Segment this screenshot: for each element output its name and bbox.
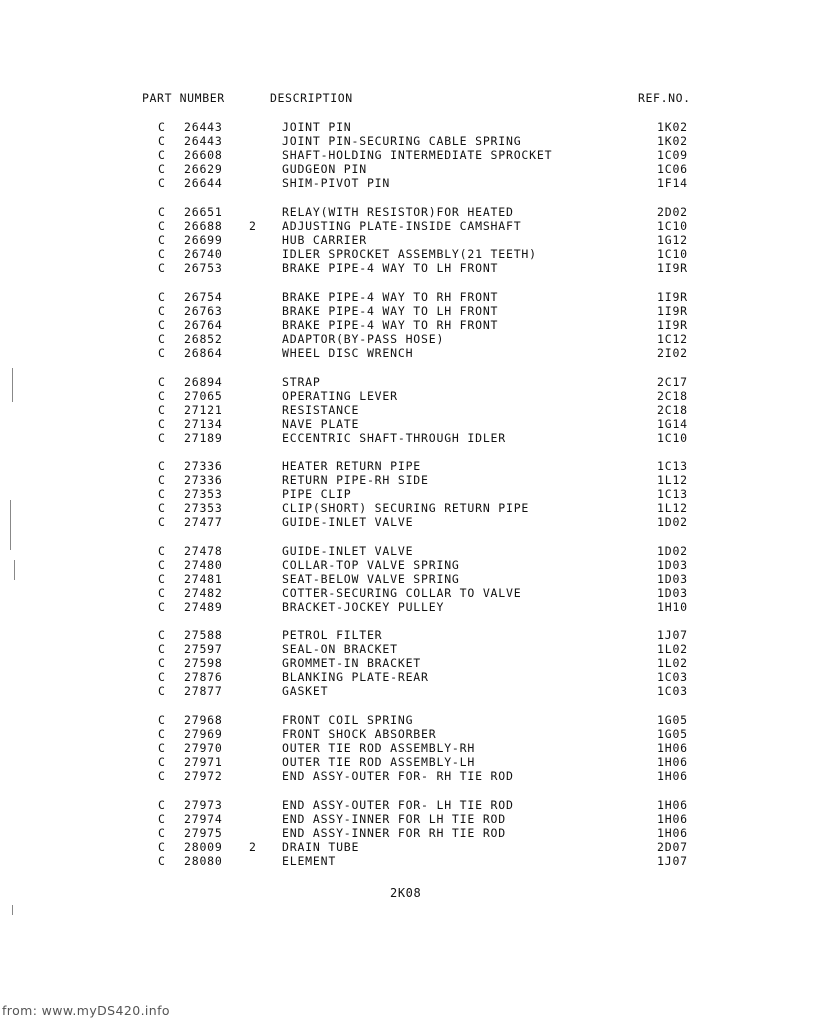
class-code: C: [158, 459, 166, 473]
class-code: C: [158, 741, 166, 756]
description: SHIM-PIVOT PIN: [282, 176, 391, 191]
table-row: [0, 332, 816, 346]
part-number: 28009: [184, 840, 223, 855]
description: CLIP(SHORT) SECURING RETURN PIPE: [282, 501, 530, 516]
ref-no: 1H06: [657, 769, 688, 784]
table-row: [0, 162, 816, 176]
description: BRAKE PIPE-4 WAY TO RH FRONT: [282, 318, 499, 333]
table-row: [0, 656, 816, 670]
description: FRONT COIL SPRING: [282, 713, 414, 727]
table-row: [0, 544, 816, 558]
description: END ASSY-INNER FOR LH TIE ROD: [282, 812, 506, 827]
table-row: [0, 727, 816, 741]
part-number: 27975: [184, 826, 223, 841]
description: HEATER RETURN PIPE: [282, 459, 422, 473]
ref-no: 1C10: [657, 219, 688, 234]
part-number: 28080: [184, 854, 223, 869]
part-number: 27065: [184, 389, 223, 404]
ref-no: 1I9R: [657, 261, 688, 276]
description: WHEEL DISC WRENCH: [282, 346, 414, 361]
class-code: C: [158, 769, 166, 784]
description: GUIDE-INLET VALVE: [282, 544, 414, 558]
class-code: C: [158, 727, 166, 742]
source-footer: from: www.myDS420.info: [2, 1003, 170, 1018]
class-code: C: [158, 684, 166, 699]
ref-no: 1I9R: [657, 318, 688, 333]
class-code: C: [158, 600, 166, 615]
ref-no: 1C12: [657, 332, 688, 347]
part-number: 26688: [184, 219, 223, 234]
table-row: [0, 826, 816, 840]
part-number: 26443: [184, 120, 223, 134]
ref-no: 1K02: [657, 120, 688, 134]
class-code: C: [158, 755, 166, 770]
class-code: C: [158, 586, 166, 601]
table-row: [0, 389, 816, 403]
part-number: 26894: [184, 375, 223, 389]
class-code: C: [158, 473, 166, 488]
ref-no: 1H06: [657, 755, 688, 770]
description: BRAKE PIPE-4 WAY TO RH FRONT: [282, 290, 499, 304]
part-number: 27969: [184, 727, 223, 742]
class-code: C: [158, 670, 166, 685]
ref-no: 1G12: [657, 233, 688, 248]
part-number: 26608: [184, 148, 223, 163]
part-number: 27970: [184, 741, 223, 756]
part-number: 26753: [184, 261, 223, 276]
part-number: 27353: [184, 501, 223, 516]
class-code: C: [158, 247, 166, 262]
class-code: C: [158, 304, 166, 319]
ref-no: 1G05: [657, 713, 688, 727]
ref-no: 2D02: [657, 205, 688, 219]
description: SEAT-BELOW VALVE SPRING: [282, 572, 460, 587]
class-code: C: [158, 572, 166, 587]
class-code: C: [158, 332, 166, 347]
description: JOINT PIN: [282, 120, 352, 134]
ref-no: 1C13: [657, 459, 688, 473]
table-row: [0, 755, 816, 769]
description: RELAY(WITH RESISTOR)FOR HEATED: [282, 205, 514, 219]
part-number: 27189: [184, 431, 223, 446]
table-row: [0, 205, 816, 219]
ref-no: 1C03: [657, 684, 688, 699]
class-code: C: [158, 642, 166, 657]
part-number: 26764: [184, 318, 223, 333]
class-code: C: [158, 713, 166, 727]
description: END ASSY-OUTER FOR- LH TIE ROD: [282, 798, 514, 812]
description: END ASSY-OUTER FOR- RH TIE ROD: [282, 769, 514, 784]
part-number: 27482: [184, 586, 223, 601]
part-number: 26651: [184, 205, 223, 219]
description: ADAPTOR(BY-PASS HOSE): [282, 332, 445, 347]
quantity: 2: [249, 219, 257, 234]
ref-no: 1D02: [657, 544, 688, 558]
description: GASKET: [282, 684, 329, 699]
part-number: 27336: [184, 459, 223, 473]
table-row: [0, 572, 816, 586]
ref-no: 2C17: [657, 375, 688, 389]
part-number: 27353: [184, 487, 223, 502]
description: END ASSY-INNER FOR RH TIE ROD: [282, 826, 506, 841]
class-code: C: [158, 417, 166, 432]
ref-no: 1L12: [657, 473, 688, 488]
table-row: [0, 233, 816, 247]
part-number: 27480: [184, 558, 223, 573]
class-code: C: [158, 162, 166, 177]
class-code: C: [158, 628, 166, 642]
table-row: [0, 515, 816, 529]
part-number: 27974: [184, 812, 223, 827]
class-code: C: [158, 148, 166, 163]
description: SHAFT-HOLDING INTERMEDIATE SPROCKET: [282, 148, 553, 163]
class-code: C: [158, 176, 166, 191]
ref-no: 1F14: [657, 176, 688, 191]
description: BRACKET-JOCKEY PULLEY: [282, 600, 445, 615]
scan-mark: [12, 368, 13, 402]
description: HUB CARRIER: [282, 233, 367, 248]
class-code: C: [158, 854, 166, 869]
description: IDLER SPROCKET ASSEMBLY(21 TEETH): [282, 247, 537, 262]
part-number: 26763: [184, 304, 223, 319]
class-code: C: [158, 812, 166, 827]
table-row: [0, 812, 816, 826]
part-number: 26644: [184, 176, 223, 191]
part-number: 27134: [184, 417, 223, 432]
table-row: [0, 628, 816, 642]
table-row: [0, 247, 816, 261]
description: GUDGEON PIN: [282, 162, 367, 177]
part-number: 27876: [184, 670, 223, 685]
description: NAVE PLATE: [282, 417, 360, 432]
part-number: 27481: [184, 572, 223, 587]
table-row: [0, 134, 816, 148]
part-number: 27968: [184, 713, 223, 727]
table-row: [0, 854, 816, 868]
description: COTTER-SECURING COLLAR TO VALVE: [282, 586, 522, 601]
class-code: C: [158, 515, 166, 530]
table-row: [0, 176, 816, 190]
part-number: 27588: [184, 628, 223, 642]
part-number: 27598: [184, 656, 223, 671]
part-number: 27971: [184, 755, 223, 770]
part-number: 26754: [184, 290, 223, 304]
description: PETROL FILTER: [282, 628, 383, 642]
table-row: [0, 798, 816, 812]
table-row: [0, 431, 816, 445]
ref-no: 2I02: [657, 346, 688, 361]
part-number: 27121: [184, 403, 223, 418]
ref-no: 1D03: [657, 586, 688, 601]
class-code: C: [158, 826, 166, 841]
description: OPERATING LEVER: [282, 389, 398, 404]
table-row: [0, 487, 816, 501]
ref-no: 1H06: [657, 741, 688, 756]
table-row: [0, 558, 816, 572]
class-code: C: [158, 375, 166, 389]
quantity: 2: [249, 840, 257, 855]
description: BRAKE PIPE-4 WAY TO LH FRONT: [282, 304, 499, 319]
table-row: [0, 403, 816, 417]
table-row: [0, 261, 816, 275]
ref-no: 1H06: [657, 798, 688, 812]
description: COLLAR-TOP VALVE SPRING: [282, 558, 460, 573]
ref-no: 1C10: [657, 431, 688, 446]
class-code: C: [158, 798, 166, 812]
table-row: [0, 219, 816, 233]
part-number: 26699: [184, 233, 223, 248]
description: OUTER TIE ROD ASSEMBLY-RH: [282, 741, 476, 756]
part-number: 27477: [184, 515, 223, 530]
description: PIPE CLIP: [282, 487, 352, 502]
description: ECCENTRIC SHAFT-THROUGH IDLER: [282, 431, 506, 446]
description: GUIDE-INLET VALVE: [282, 515, 414, 530]
table-row: [0, 501, 816, 515]
table-row: [0, 642, 816, 656]
class-code: C: [158, 501, 166, 516]
ref-no: 1I9R: [657, 290, 688, 304]
ref-no: 1I9R: [657, 304, 688, 319]
part-number: 26740: [184, 247, 223, 262]
description: BLANKING PLATE-REAR: [282, 670, 429, 685]
ref-no: 1D02: [657, 515, 688, 530]
ref-no: 1L12: [657, 501, 688, 516]
ref-no: 1C10: [657, 247, 688, 262]
table-row: [0, 713, 816, 727]
ref-no: 1D03: [657, 558, 688, 573]
table-row: [0, 769, 816, 783]
description: FRONT SHOCK ABSORBER: [282, 727, 437, 742]
header-part-number: PART NUMBER: [142, 91, 225, 105]
table-row: [0, 586, 816, 600]
table-row: [0, 148, 816, 162]
class-code: C: [158, 840, 166, 855]
part-number: 26629: [184, 162, 223, 177]
class-code: C: [158, 205, 166, 219]
ref-no: 1J07: [657, 854, 688, 869]
table-row: [0, 684, 816, 698]
description: STRAP: [282, 375, 321, 389]
scan-mark: [10, 500, 11, 550]
part-number: 27972: [184, 769, 223, 784]
header-ref-no: REF.NO.: [638, 91, 691, 105]
part-number: 27336: [184, 473, 223, 488]
description: OUTER TIE ROD ASSEMBLY-LH: [282, 755, 476, 770]
class-code: C: [158, 261, 166, 276]
part-number: 27597: [184, 642, 223, 657]
class-code: C: [158, 656, 166, 671]
description: SEAL-ON BRACKET: [282, 642, 398, 657]
part-number: 27478: [184, 544, 223, 558]
ref-no: 1L02: [657, 642, 688, 657]
ref-no: 1C13: [657, 487, 688, 502]
class-code: C: [158, 346, 166, 361]
table-row: [0, 670, 816, 684]
class-code: C: [158, 431, 166, 446]
ref-no: 1K02: [657, 134, 688, 149]
description: RESISTANCE: [282, 403, 360, 418]
ref-no: 2C18: [657, 403, 688, 418]
table-row: [0, 459, 816, 473]
table-row: [0, 304, 816, 318]
class-code: C: [158, 233, 166, 248]
part-number: 26864: [184, 346, 223, 361]
part-number: 27877: [184, 684, 223, 699]
ref-no: 1C03: [657, 670, 688, 685]
ref-no: 1H06: [657, 826, 688, 841]
description: ADJUSTING PLATE-INSIDE CAMSHAFT: [282, 219, 522, 234]
class-code: C: [158, 318, 166, 333]
description: ELEMENT: [282, 854, 337, 869]
ref-no: 1H06: [657, 812, 688, 827]
table-row: [0, 417, 816, 431]
table-row: [0, 473, 816, 487]
class-code: C: [158, 403, 166, 418]
description: JOINT PIN-SECURING CABLE SPRING: [282, 134, 522, 149]
part-number: 26443: [184, 134, 223, 149]
part-number: 27489: [184, 600, 223, 615]
table-row: [0, 318, 816, 332]
header-description: DESCRIPTION: [270, 91, 353, 105]
ref-no: 2D07: [657, 840, 688, 855]
class-code: C: [158, 134, 166, 149]
ref-no: 1G14: [657, 417, 688, 432]
class-code: C: [158, 544, 166, 558]
class-code: C: [158, 120, 166, 134]
ref-no: 1H10: [657, 600, 688, 615]
table-row: [0, 346, 816, 360]
table-row: [0, 120, 816, 134]
part-number: 27973: [184, 798, 223, 812]
ref-no: 2C18: [657, 389, 688, 404]
class-code: C: [158, 389, 166, 404]
ref-no: 1G05: [657, 727, 688, 742]
class-code: C: [158, 219, 166, 234]
table-row: [0, 840, 816, 854]
description: DRAIN TUBE: [282, 840, 360, 855]
description: BRAKE PIPE-4 WAY TO LH FRONT: [282, 261, 499, 276]
description: RETURN PIPE-RH SIDE: [282, 473, 429, 488]
ref-no: 1C06: [657, 162, 688, 177]
scan-mark: [12, 905, 13, 915]
table-row: [0, 290, 816, 304]
page-number: 2K08: [390, 886, 422, 900]
part-number: 26852: [184, 332, 223, 347]
class-code: C: [158, 487, 166, 502]
ref-no: 1D03: [657, 572, 688, 587]
scan-mark: [14, 560, 15, 580]
class-code: C: [158, 290, 166, 304]
class-code: C: [158, 558, 166, 573]
ref-no: 1L02: [657, 656, 688, 671]
table-row: [0, 375, 816, 389]
ref-no: 1J07: [657, 628, 688, 642]
table-row: [0, 600, 816, 614]
description: GROMMET-IN BRACKET: [282, 656, 422, 671]
ref-no: 1C09: [657, 148, 688, 163]
table-row: [0, 741, 816, 755]
